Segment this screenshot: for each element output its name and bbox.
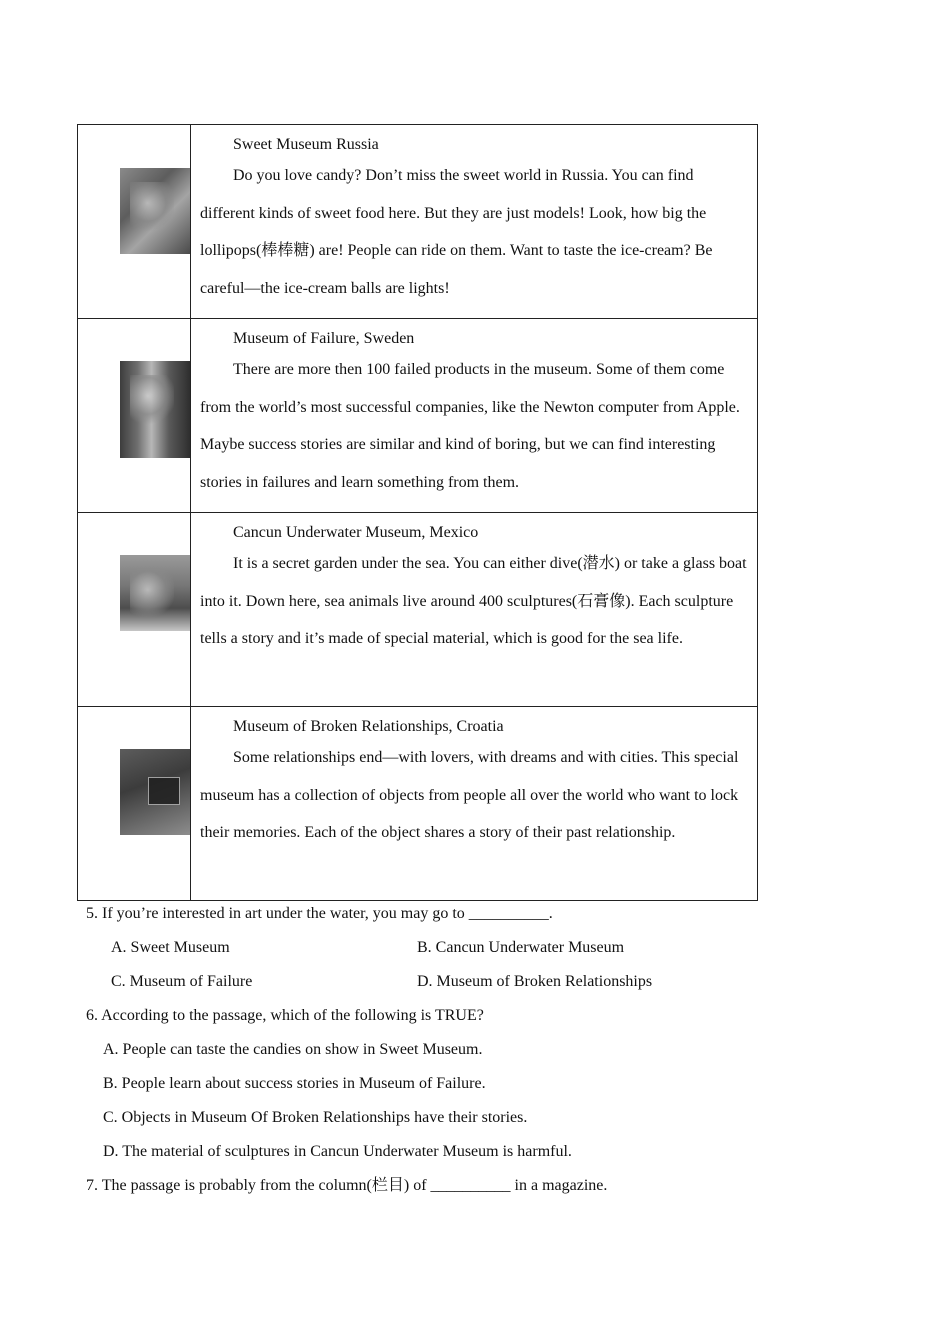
broken-relationships-photo [120,749,190,835]
table-row [78,707,758,901]
museum-description: Do you love candy? Don’t miss the sweet world in Russia. You can find different kinds of sweet food here. But they are just models! Look, how big the lollipops(棒棒糖) are! People can ride on them. Want to taste the ice-cream? Be careful—the ice-cream balls are lights! [200,167,713,297]
museum-text-cell [191,319,758,513]
table-row [78,513,758,707]
museum-name: Cancun Underwater Museum, Mexico [233,524,479,541]
museum-table [77,124,758,901]
question-6-stem: 6. According to the passage, which of the following is TRUE? [86,1007,484,1024]
museum-photo-cell [78,319,191,513]
museum-text-cell [191,125,758,319]
option-a: A. People can taste the candies on show in Sweet Museum. [103,1041,483,1058]
option-b: B. Cancun Underwater Museum [417,939,625,956]
museum-description: There are more then 100 failed products in the museum. Some of them come from the world’s most successful companies, like the Newton computer from Apple. Maybe success stories are similar and kind of boring, but we can find interesting stories in failures and learn something from them. [200,361,740,491]
museum-photo-cell [78,707,191,901]
underwater-museum-photo [120,555,190,631]
museum-description: Some relationships end—with lovers, with dreams and with cities. This special museum has a collection of objects from people all over the world who want to lock their memories. Each of the object shares a story of their past relationship. [200,749,739,841]
museum-photo-cell [78,513,191,707]
museum-photo-cell [78,125,191,319]
museum-name: Museum of Failure, Sweden [233,330,415,347]
question-5-options-row [86,965,766,999]
option-d: D. Museum of Broken Relationships [417,973,653,990]
failure-museum-photo [120,361,190,458]
question-7-stem: 7. The passage is probably from the column(栏目) of __________ in a magazine. [86,1177,608,1194]
question-5-stem: 5. If you’re interested in art under the water, you may go to __________. [86,905,553,922]
questions-section [86,897,766,1203]
option-a: A. Sweet Museum [111,939,230,956]
option-c: C. Museum of Failure [111,973,253,990]
museum-name: Museum of Broken Relationships, Croatia [233,718,504,735]
museum-name: Sweet Museum Russia [233,136,379,153]
museum-text-cell [191,707,758,901]
sweet-museum-photo [120,168,190,254]
museum-description: It is a secret garden under the sea. You can either dive(潜水) or take a glass boat into it. Down here, sea animals live around 400 sculptures(石膏像). Each sculpture tells a story and it’s made of special material, which is good for the sea life. [200,555,747,647]
museum-text-cell [191,513,758,707]
option-b: B. People learn about success stories in Museum of Failure. [103,1075,486,1092]
table-row [78,125,758,319]
option-d: D. The material of sculptures in Cancun Underwater Museum is harmful. [103,1143,572,1160]
option-c: C. Objects in Museum Of Broken Relationships have their stories. [103,1109,528,1126]
question-5-options-row [86,931,766,965]
table-row [78,319,758,513]
